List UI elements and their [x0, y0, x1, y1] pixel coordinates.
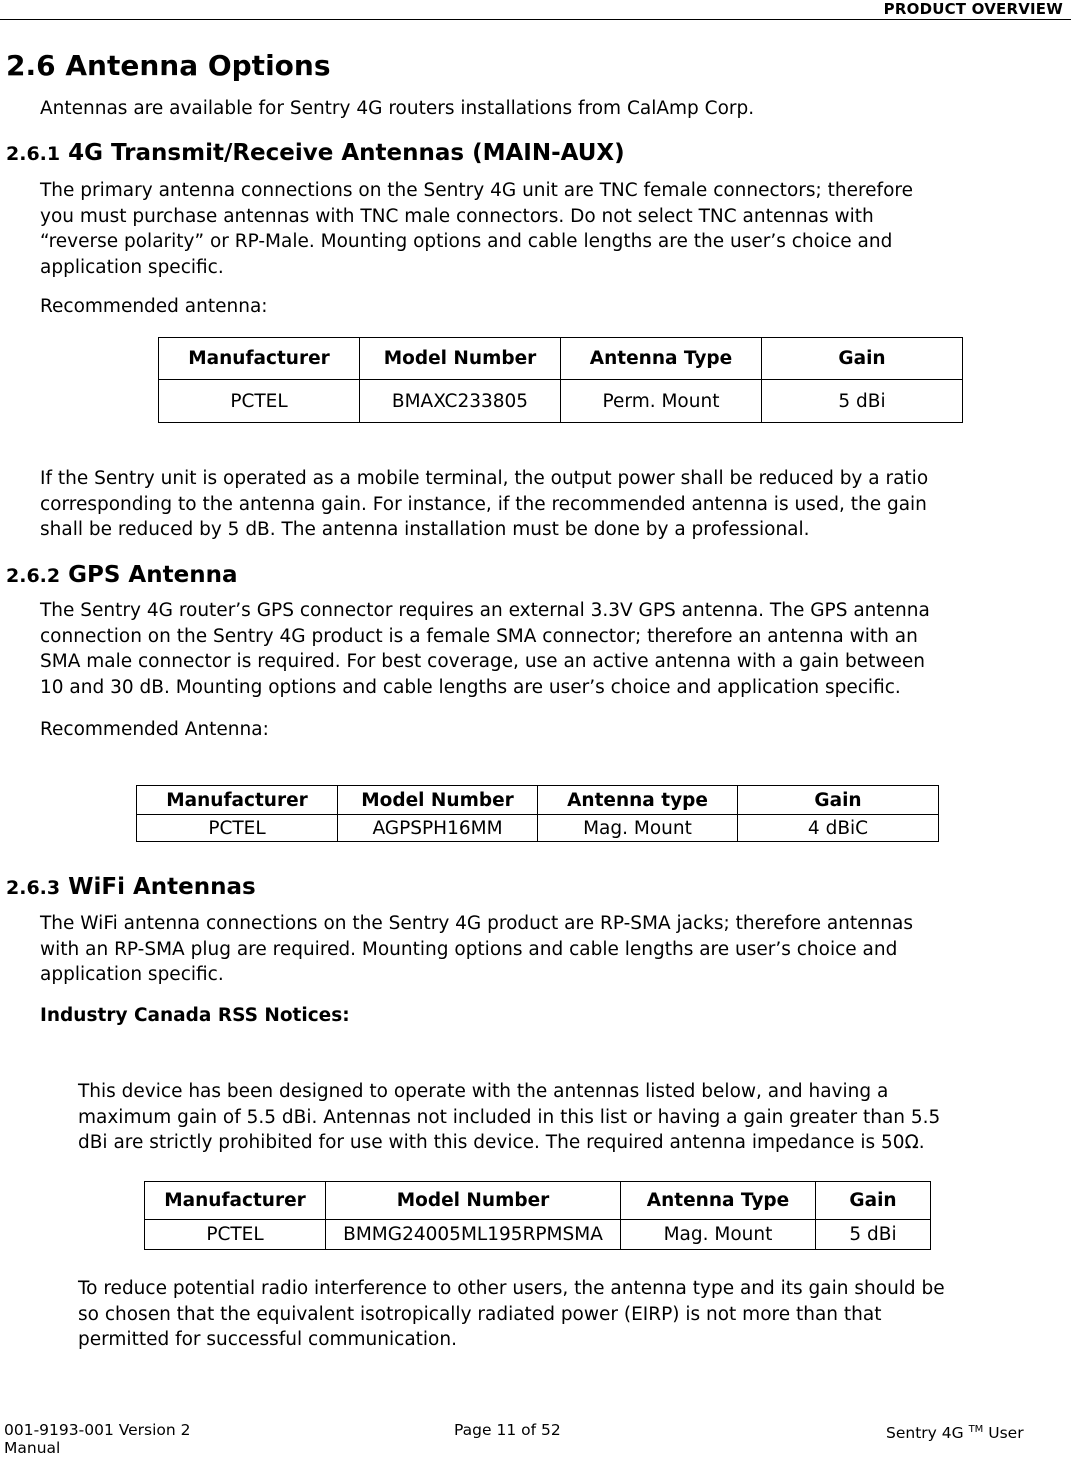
table-cell: Mag. Mount	[538, 815, 738, 842]
text-line: The primary antenna connections on the Sentry 4G unit are TNC female connectors; therefore	[40, 180, 913, 201]
subsection-heading-261	[6, 140, 625, 166]
footer-product-name	[886, 1420, 1024, 1443]
table-cell: PCTEL	[159, 380, 360, 423]
paragraph-mobile-terminal	[40, 466, 928, 543]
text-line: corresponding to the antenna gain. For instance, if the recommended antenna is used, the gain	[40, 493, 927, 515]
footer-product-label: Sentry 4G	[886, 1424, 964, 1443]
antenna-table-gps	[136, 785, 939, 842]
header-rule	[0, 19, 1071, 20]
notice-title: Industry Canada RSS Notices:	[40, 1005, 350, 1026]
table-header-cell: Gain	[762, 338, 963, 380]
subsection-number: 2.6.3	[6, 877, 61, 899]
table-cell: 5 dBi	[816, 1220, 931, 1250]
text-line: with an RP-SMA plug are required. Mounting options and cable lengths are user’s choice and	[40, 938, 898, 960]
footer-doc-version: 001-9193-001 Version 2	[4, 1421, 191, 1439]
table-header-cell: Manufacturer	[137, 786, 338, 815]
text-line: If the Sentry unit is operated as a mobile terminal, the output power shall be reduced by a ratio	[40, 468, 929, 489]
subsection-heading-262	[6, 562, 237, 588]
text-line: maximum gain of 5.5 dBi. Antennas not included in this list or having a gain greater than 5.5	[78, 1106, 941, 1128]
paragraph-ic-notice	[78, 1079, 940, 1156]
table-header-cell: Antenna Type	[621, 1182, 816, 1220]
table-cell: PCTEL	[145, 1220, 326, 1250]
footer-doc-type: Manual	[4, 1439, 61, 1457]
text-line: dBi are strictly prohibited for use with this device. The required antenna impedance is 50Ω.	[78, 1132, 925, 1153]
recommended-label-4g: Recommended antenna:	[40, 296, 268, 317]
table-header-cell: Model Number	[326, 1182, 621, 1220]
text-line: To reduce potential radio interference to other users, the antenna type and its gain should be	[78, 1278, 945, 1299]
antenna-table-4g	[158, 337, 963, 423]
subsection-number: 2.6.2	[6, 565, 61, 587]
table-row	[145, 1220, 931, 1250]
section-title: 2.6 Antenna Options	[6, 49, 331, 82]
table-row	[159, 380, 963, 423]
table-header-cell: Manufacturer	[145, 1182, 326, 1220]
antenna-table-wifi	[144, 1181, 931, 1250]
table-cell: AGPSPH16MM	[338, 815, 538, 842]
subsection-heading-263	[6, 874, 256, 900]
table-header-row	[137, 786, 939, 815]
subsection-title: WiFi Antennas	[68, 874, 256, 900]
table-header-cell: Gain	[816, 1182, 931, 1220]
text-line: 10 and 30 dB. Mounting options and cable lengths are user’s choice and application specific.	[40, 676, 901, 698]
table-cell: Mag. Mount	[621, 1220, 816, 1250]
paragraph-gps	[40, 598, 930, 700]
text-line: permitted for successful communication.	[78, 1329, 457, 1350]
text-line: The Sentry 4G router’s GPS connector requires an external 3.3V GPS antenna. The GPS antenna	[40, 600, 930, 621]
table-header-row	[145, 1182, 931, 1220]
text-line: shall be reduced by 5 dB. The antenna installation must be done by a professional.	[40, 519, 810, 540]
text-line: SMA male connector is required. For best coverage, use an active antenna with a gain between	[40, 651, 926, 672]
text-line: so chosen that the equivalent isotropically radiated power (EIRP) is not more than that	[78, 1303, 882, 1325]
footer-product-suffix: User	[988, 1424, 1024, 1443]
section-intro: Antennas are available for Sentry 4G routers installations from CalAmp Corp.	[40, 98, 755, 119]
text-line: you must purchase antennas with TNC male connectors. Do not select TNC antennas with	[40, 205, 874, 227]
table-cell: BMAXC233805	[360, 380, 561, 423]
table-header-cell: Model Number	[338, 786, 538, 815]
table-header-cell: Antenna Type	[561, 338, 762, 380]
subsection-title: GPS Antenna	[68, 562, 238, 588]
table-header-cell: Gain	[738, 786, 939, 815]
recommended-label-gps: Recommended Antenna:	[40, 719, 269, 740]
running-header: PRODUCT OVERVIEW	[883, 0, 1063, 18]
table-header-cell: Antenna type	[538, 786, 738, 815]
table-cell: PCTEL	[137, 815, 338, 842]
text-line: This device has been designed to operate with the antennas listed below, and having a	[78, 1081, 889, 1102]
paragraph-wifi	[40, 911, 913, 988]
subsection-number: 2.6.1	[6, 143, 61, 165]
trademark-mark: TM	[968, 1424, 984, 1435]
text-line: “reverse polarity” or RP-Male. Mounting options and cable lengths are the user’s choice and	[40, 231, 893, 252]
table-cell: 5 dBi	[762, 380, 963, 423]
table-row	[137, 815, 939, 842]
text-line: application specific.	[40, 256, 224, 278]
paragraph-4g-connectors	[40, 178, 913, 280]
paragraph-eirp	[78, 1276, 945, 1353]
text-line: The WiFi antenna connections on the Sentry 4G product are RP-SMA jacks; therefore antennas	[40, 913, 913, 934]
text-line: connection on the Sentry 4G product is a female SMA connector; therefore an antenna with an	[40, 625, 918, 647]
table-cell: Perm. Mount	[561, 380, 762, 423]
table-cell: 4 dBiC	[738, 815, 939, 842]
table-header-row	[159, 338, 963, 380]
footer-page-number: Page 11 of 52	[454, 1421, 561, 1439]
text-line: application specific.	[40, 964, 224, 985]
table-header-cell: Model Number	[360, 338, 561, 380]
table-cell: BMMG24005ML195RPMSMA	[326, 1220, 621, 1250]
subsection-title: 4G Transmit/Receive Antennas (MAIN-AUX)	[68, 140, 625, 166]
table-header-cell: Manufacturer	[159, 338, 360, 380]
